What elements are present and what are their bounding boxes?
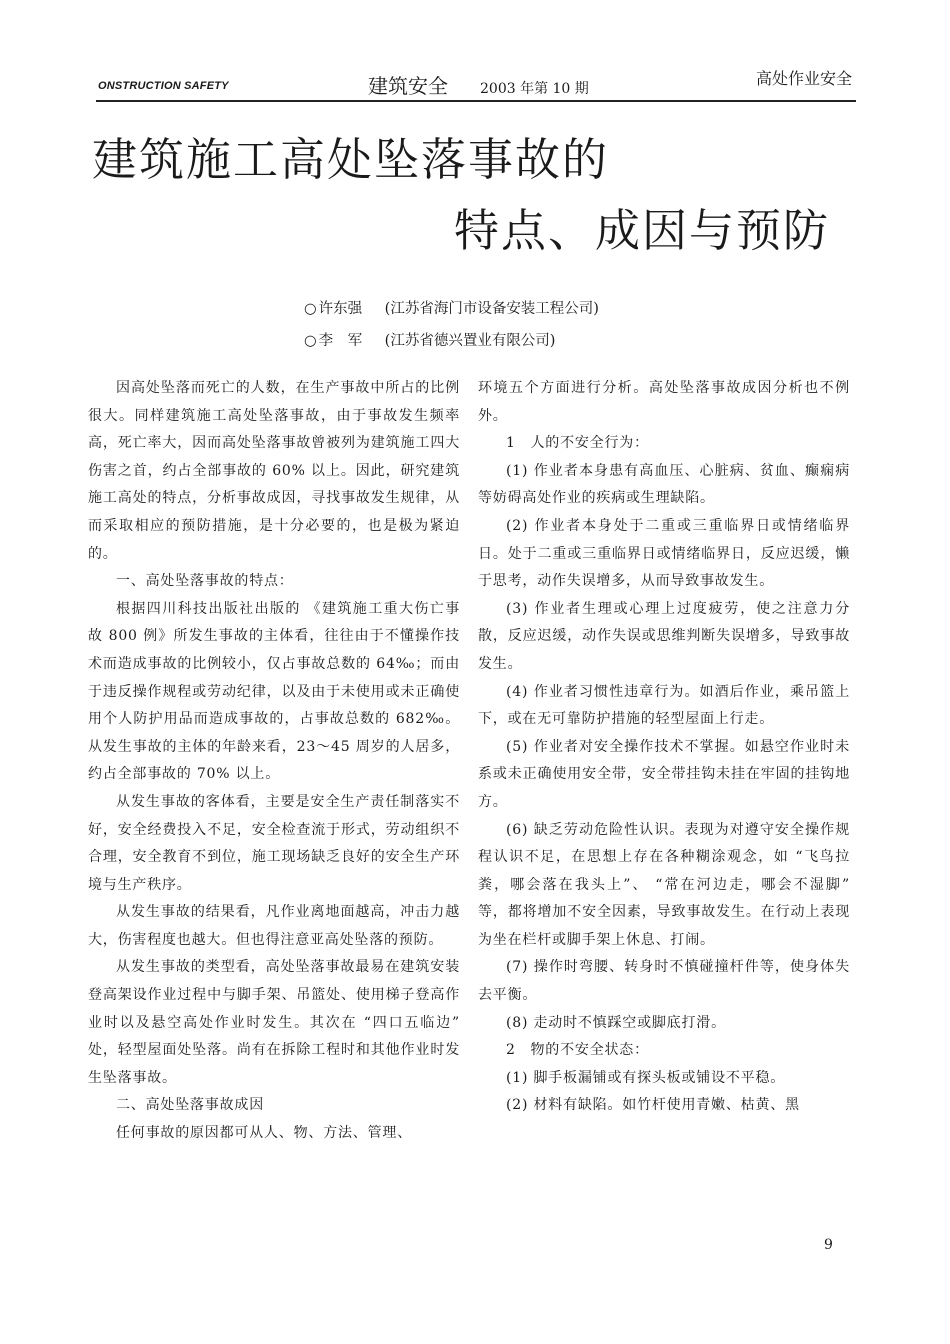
body-paragraph: (1) 脚手板漏铺或有探头板或铺设不平稳。 [506,1069,786,1086]
body-paragraph: (4) 作业者习惯性违章行为。如酒后作业，乘吊篮上下，或在无可靠防护措施的轻型屋面上行走。 [478,683,850,728]
issue-number: 2003 年第 10 期 [480,81,589,97]
body-paragraph: (2) 作业者本身处于二重或三重临界日或情绪临界日。处于二重或三重临界日或情绪临界日，反应迟缓，懒于思考，动作失误增多，从而导致事故发生。 [478,517,850,590]
body-paragraph: 2 物的不安全状态： [506,1042,649,1059]
body-paragraph: (1) 作业者本身患有高血压、心脏病、贫血、癫痫病等妨碍高处作业的疾病或生理缺陷。 [478,462,850,507]
body-paragraph: 二、高处坠落事故成因 [116,1097,264,1114]
body-paragraph: (8) 走动时不慎踩空或脚底打滑。 [506,1014,726,1031]
author-bullet-icon: ○ [304,333,317,349]
body-paragraph: 因高处坠落而死亡的人数，在生产事故中所占的比例很大。同样建筑施工高处坠落事故，由于事故发生频率高，死亡率大，因而高处坠落事故曾被列为建筑施工四大伤害之首，约占全部事故的 60% 以上。因此，研究建筑施工高处的特点，分析事故成因，寻找事故发生规律，从而采取相应的预防措施，是十分必要的，也是极为紧迫的。 [88,380,460,562]
author-affiliation: (江苏省海门市设备安装工程公司) [384,301,599,317]
body-paragraph: (6) 缺乏劳动危险性认识。表现为对遵守安全操作规程认识不足，在思想上存在各种糊涂观念，如 “飞鸟拉粪，哪会落在我头上”、 “常在河边走，哪会不湿脚” 等，都将增加不安全因素，导致事故发生。在行动上表现为坐在栏杆或脚手架上休息、打闹。 [478,821,850,948]
author-bullet-icon: ○ [304,301,317,317]
body-paragraph: (7) 操作时弯腰、转身时不慎碰撞杆件等，使身体失去平衡。 [478,959,850,1004]
author-affiliation: (江苏省德兴置业有限公司) [384,333,556,349]
journal-name-english: ONSTRUCTION SAFETY [98,80,229,92]
column-name: 高处作业安全 [755,69,852,88]
body-paragraph: 从发生事故的客体看，主要是安全生产责任制落实不好，安全经费投入不足，安全检查流于形式，劳动组织不合理，安全教育不到位，施工现场缺乏良好的安全生产环境与生产秩序。 [88,793,460,893]
page-number: 9 [824,1237,833,1253]
article-title-line-2: 特点、成因与预防 [454,204,831,257]
body-column-right [478,375,850,1120]
article-title-line-1: 建筑施工高处坠落事故的 [92,133,610,186]
journal-name-chinese: 建筑安全 [368,74,448,98]
body-paragraph: 根据四川科技出版社出版的 《建筑施工重大伤亡事故 800 例》所发生事故的主体看，往往由于不懂操作技术而造成事故的比例较小，仅占事故总数的 64‰；而由于违反操作规程或劳动纪律，以及由于未使用或未正确使用个人防护用品而造成事故的，占事故总数的 682‰。从发生事故的主体的年龄来看，23～45 周岁的人居多，约占全部事故的 70% 以上。 [88,600,460,783]
body-paragraph: (5) 作业者对安全操作技术不掌握。如悬空作业时未系或未正确使用安全带，安全带挂钩未挂在牢固的挂钩地方。 [478,738,850,810]
body-paragraph: 从发生事故的结果看，凡作业离地面越高，冲击力越大，伤害程度也越大。但也得注意亚高处坠落的预防。 [88,904,460,948]
body-paragraph: (3) 作业者生理或心理上过度疲劳，使之注意力分散，反应迟缓，动作失误或思维判断失误增多，导致事故发生。 [478,600,850,672]
author-name: 李 军 [318,333,363,349]
body-paragraph: (2) 材料有缺陷。如竹杆使用青嫩、枯黄、黑 [506,1097,800,1114]
body-paragraph: 环境五个方面进行分析。高处坠落事故成因分析也不例外。 [478,380,850,424]
author-1 [304,297,599,318]
body-paragraph: 从发生事故的类型看，高处坠落事故最易在建筑安装登高架设作业过程中与脚手架、吊篮处、使用梯子登高作业时以及悬空高处作业时发生。其次在 “四口五临边” 处，轻型屋面处坠落。尚有在拆除工程时和其他作业时发生坠落事故。 [88,959,460,1086]
body-column-left [88,375,460,1148]
author-2 [304,329,555,350]
body-paragraph: 任何事故的原因都可从人、物、方法、管理、 [116,1125,412,1142]
author-name: 许东强 [318,301,363,317]
body-paragraph: 一、高处坠落事故的特点： [116,573,294,590]
running-header [96,56,856,102]
body-paragraph: 1 人的不安全行为： [506,435,649,452]
